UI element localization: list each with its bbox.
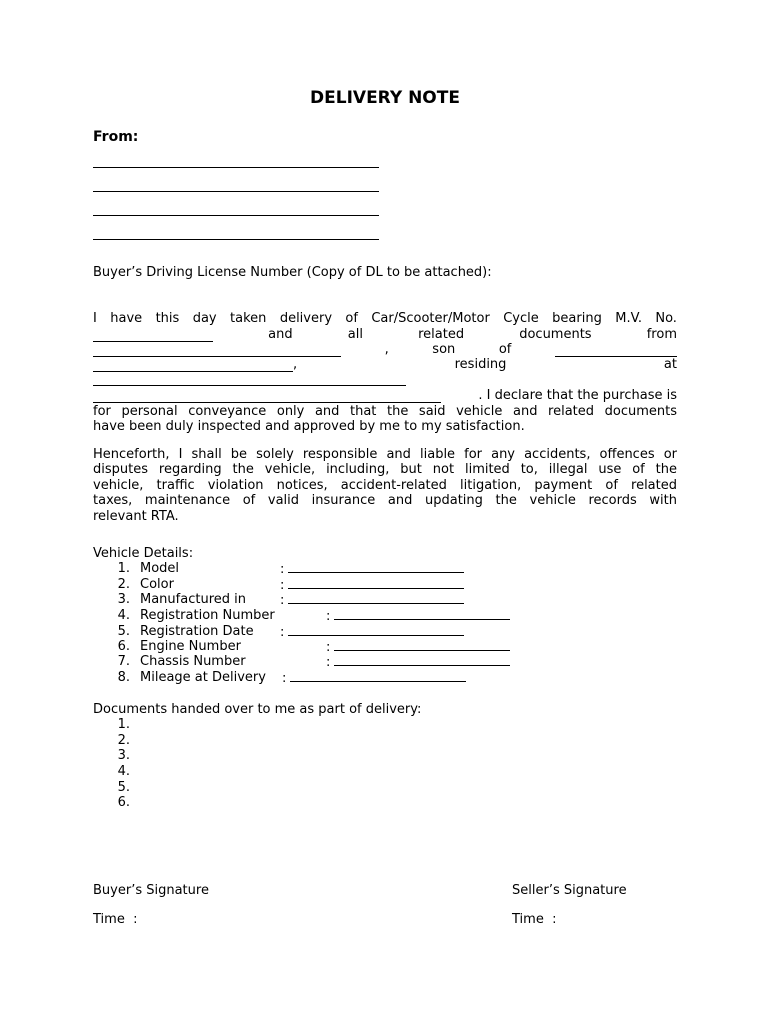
- vehicle-item-5-field[interactable]: [280, 624, 464, 640]
- comma: ,: [293, 357, 298, 372]
- para2-line1: Henceforth, I shall be solely responsible and liable for any accidents, offences or: [93, 447, 677, 462]
- p1l2-w5: from: [646, 327, 677, 342]
- document-title: DELIVERY NOTE: [310, 88, 460, 108]
- vehicle-details-heading: Vehicle Details:: [93, 546, 194, 561]
- vehicle-item-7-num: 7.: [117, 654, 130, 669]
- p1l1-w6: delivery: [279, 311, 333, 326]
- colon: :: [326, 655, 331, 670]
- document-item-1[interactable]: 1.: [117, 717, 130, 732]
- from-line-2[interactable]: [93, 191, 379, 192]
- p1l1-w3: this: [155, 311, 180, 326]
- colon: :: [282, 671, 287, 686]
- model-blank[interactable]: [288, 561, 464, 573]
- p1l1-w11: M.V.: [615, 311, 642, 326]
- p1l1-w5: taken: [230, 311, 267, 326]
- p1l1-w12: No.: [655, 311, 677, 326]
- address-blank-1[interactable]: [93, 374, 406, 386]
- p1l4-w1: residing: [454, 357, 507, 372]
- p1l5-tail: . I declare that the purchase is: [478, 388, 677, 403]
- p1l1-w8: Car/Scooter/Motor: [371, 311, 490, 326]
- p1l2-w1: and: [268, 327, 293, 342]
- father-name-cont: [93, 357, 297, 372]
- registration-number-blank[interactable]: [334, 608, 510, 620]
- p1l1-w4: day: [192, 311, 217, 326]
- colon: :: [280, 562, 285, 577]
- vehicle-item-1-label: Model: [140, 561, 180, 576]
- vehicle-item-2-field[interactable]: [280, 577, 464, 593]
- para2-line3: vehicle, traffic violation notices, accident-related litigation, payment of related: [93, 478, 677, 493]
- manufactured-blank[interactable]: [288, 592, 464, 604]
- p1l1-w2: have: [110, 311, 143, 326]
- vehicle-item-1-field[interactable]: [280, 561, 464, 577]
- registration-date-blank[interactable]: [288, 624, 464, 636]
- seller-name-blank[interactable]: [93, 346, 341, 357]
- father-name-blank[interactable]: [555, 346, 677, 357]
- address-blank-2[interactable]: [93, 392, 441, 403]
- vehicle-item-6-num: 6.: [117, 639, 130, 654]
- vehicle-item-3-label: Manufactured in: [140, 592, 246, 607]
- vehicle-item-6-label: Engine Number: [140, 639, 241, 654]
- para2-line4: taxes, maintenance of valid insurance and updating the vehicle records with: [93, 493, 677, 508]
- vehicle-item-5-num: 5.: [117, 624, 130, 639]
- document-item-3[interactable]: 3.: [117, 748, 130, 763]
- buyer-time-label: Time :: [93, 912, 138, 927]
- p1l2-w3: related: [418, 327, 465, 342]
- para2-line5: relevant RTA.: [93, 509, 179, 524]
- vehicle-item-6-field[interactable]: [326, 639, 510, 655]
- colon: :: [280, 625, 285, 640]
- para1-line1: [93, 311, 677, 326]
- vehicle-item-1-num: 1.: [117, 561, 130, 576]
- mileage-blank[interactable]: [290, 670, 466, 682]
- p1l1-w10: bearing: [552, 311, 602, 326]
- para1-line4: [93, 357, 677, 372]
- p1l3-w3: of: [498, 342, 512, 357]
- vehicle-item-2-label: Color: [140, 577, 174, 592]
- vehicle-item-7-field[interactable]: [326, 654, 510, 670]
- p1l3-w1: ,: [384, 342, 389, 357]
- document-item-4[interactable]: 4.: [117, 764, 130, 779]
- vehicle-item-4-num: 4.: [117, 608, 130, 623]
- documents-heading: Documents handed over to me as part of delivery:: [93, 702, 422, 717]
- vehicle-item-4-field[interactable]: [326, 608, 510, 624]
- seller-time-label: Time :: [512, 912, 557, 927]
- para1-line6: for personal conveyance only and that the said vehicle and related documents: [93, 404, 677, 419]
- buyer-dl-label: Buyer’s Driving License Number (Copy of DL to be attached):: [93, 265, 492, 280]
- from-label: From:: [93, 129, 139, 145]
- father-name-blank-2[interactable]: [93, 361, 293, 372]
- para2-line2: disputes regarding the vehicle, including, but not limited to, illegal use of the: [93, 462, 677, 477]
- from-line-1[interactable]: [93, 167, 379, 168]
- from-line-4[interactable]: [93, 239, 379, 240]
- from-line-3[interactable]: [93, 215, 379, 216]
- p1l1-w7: of: [345, 311, 358, 326]
- vehicle-item-8-label: Mileage at Delivery: [140, 670, 266, 685]
- buyer-signature-label: Buyer’s Signature: [93, 883, 209, 898]
- document-item-6[interactable]: 6.: [117, 795, 130, 810]
- vehicle-item-7-label: Chassis Number: [140, 654, 246, 669]
- p1l2-w2: all: [347, 327, 363, 342]
- p1l1-w9: Cycle: [503, 311, 539, 326]
- para1-line3: [93, 342, 677, 357]
- vehicle-item-3-num: 3.: [117, 592, 130, 607]
- vehicle-item-5-label: Registration Date: [140, 624, 254, 639]
- color-blank[interactable]: [288, 577, 464, 589]
- engine-number-blank[interactable]: [334, 639, 510, 651]
- p1l2-w4: documents: [519, 327, 592, 342]
- seller-signature-label: Seller’s Signature: [512, 883, 627, 898]
- document-item-5[interactable]: 5.: [117, 780, 130, 795]
- colon: :: [326, 609, 331, 624]
- p1l4-w2: at: [663, 357, 677, 372]
- vehicle-item-2-num: 2.: [117, 577, 130, 592]
- p1l3-w2: son: [432, 342, 456, 357]
- para1-line5: [93, 388, 677, 403]
- document-item-2[interactable]: 2.: [117, 733, 130, 748]
- vehicle-item-3-field[interactable]: [280, 592, 464, 608]
- vehicle-item-4-label: Registration Number: [140, 608, 275, 623]
- p1l1-w1: I: [93, 311, 97, 326]
- colon: :: [326, 640, 331, 655]
- vehicle-number-blank[interactable]: [93, 331, 213, 342]
- colon: :: [280, 578, 285, 593]
- vehicle-item-8-field[interactable]: [282, 670, 466, 686]
- para1-line7: have been duly inspected and approved by me to my satisfaction.: [93, 419, 525, 434]
- para1-line2: [93, 327, 677, 342]
- vehicle-item-8-num: 8.: [117, 670, 130, 685]
- colon: :: [280, 593, 285, 608]
- chassis-number-blank[interactable]: [334, 654, 510, 666]
